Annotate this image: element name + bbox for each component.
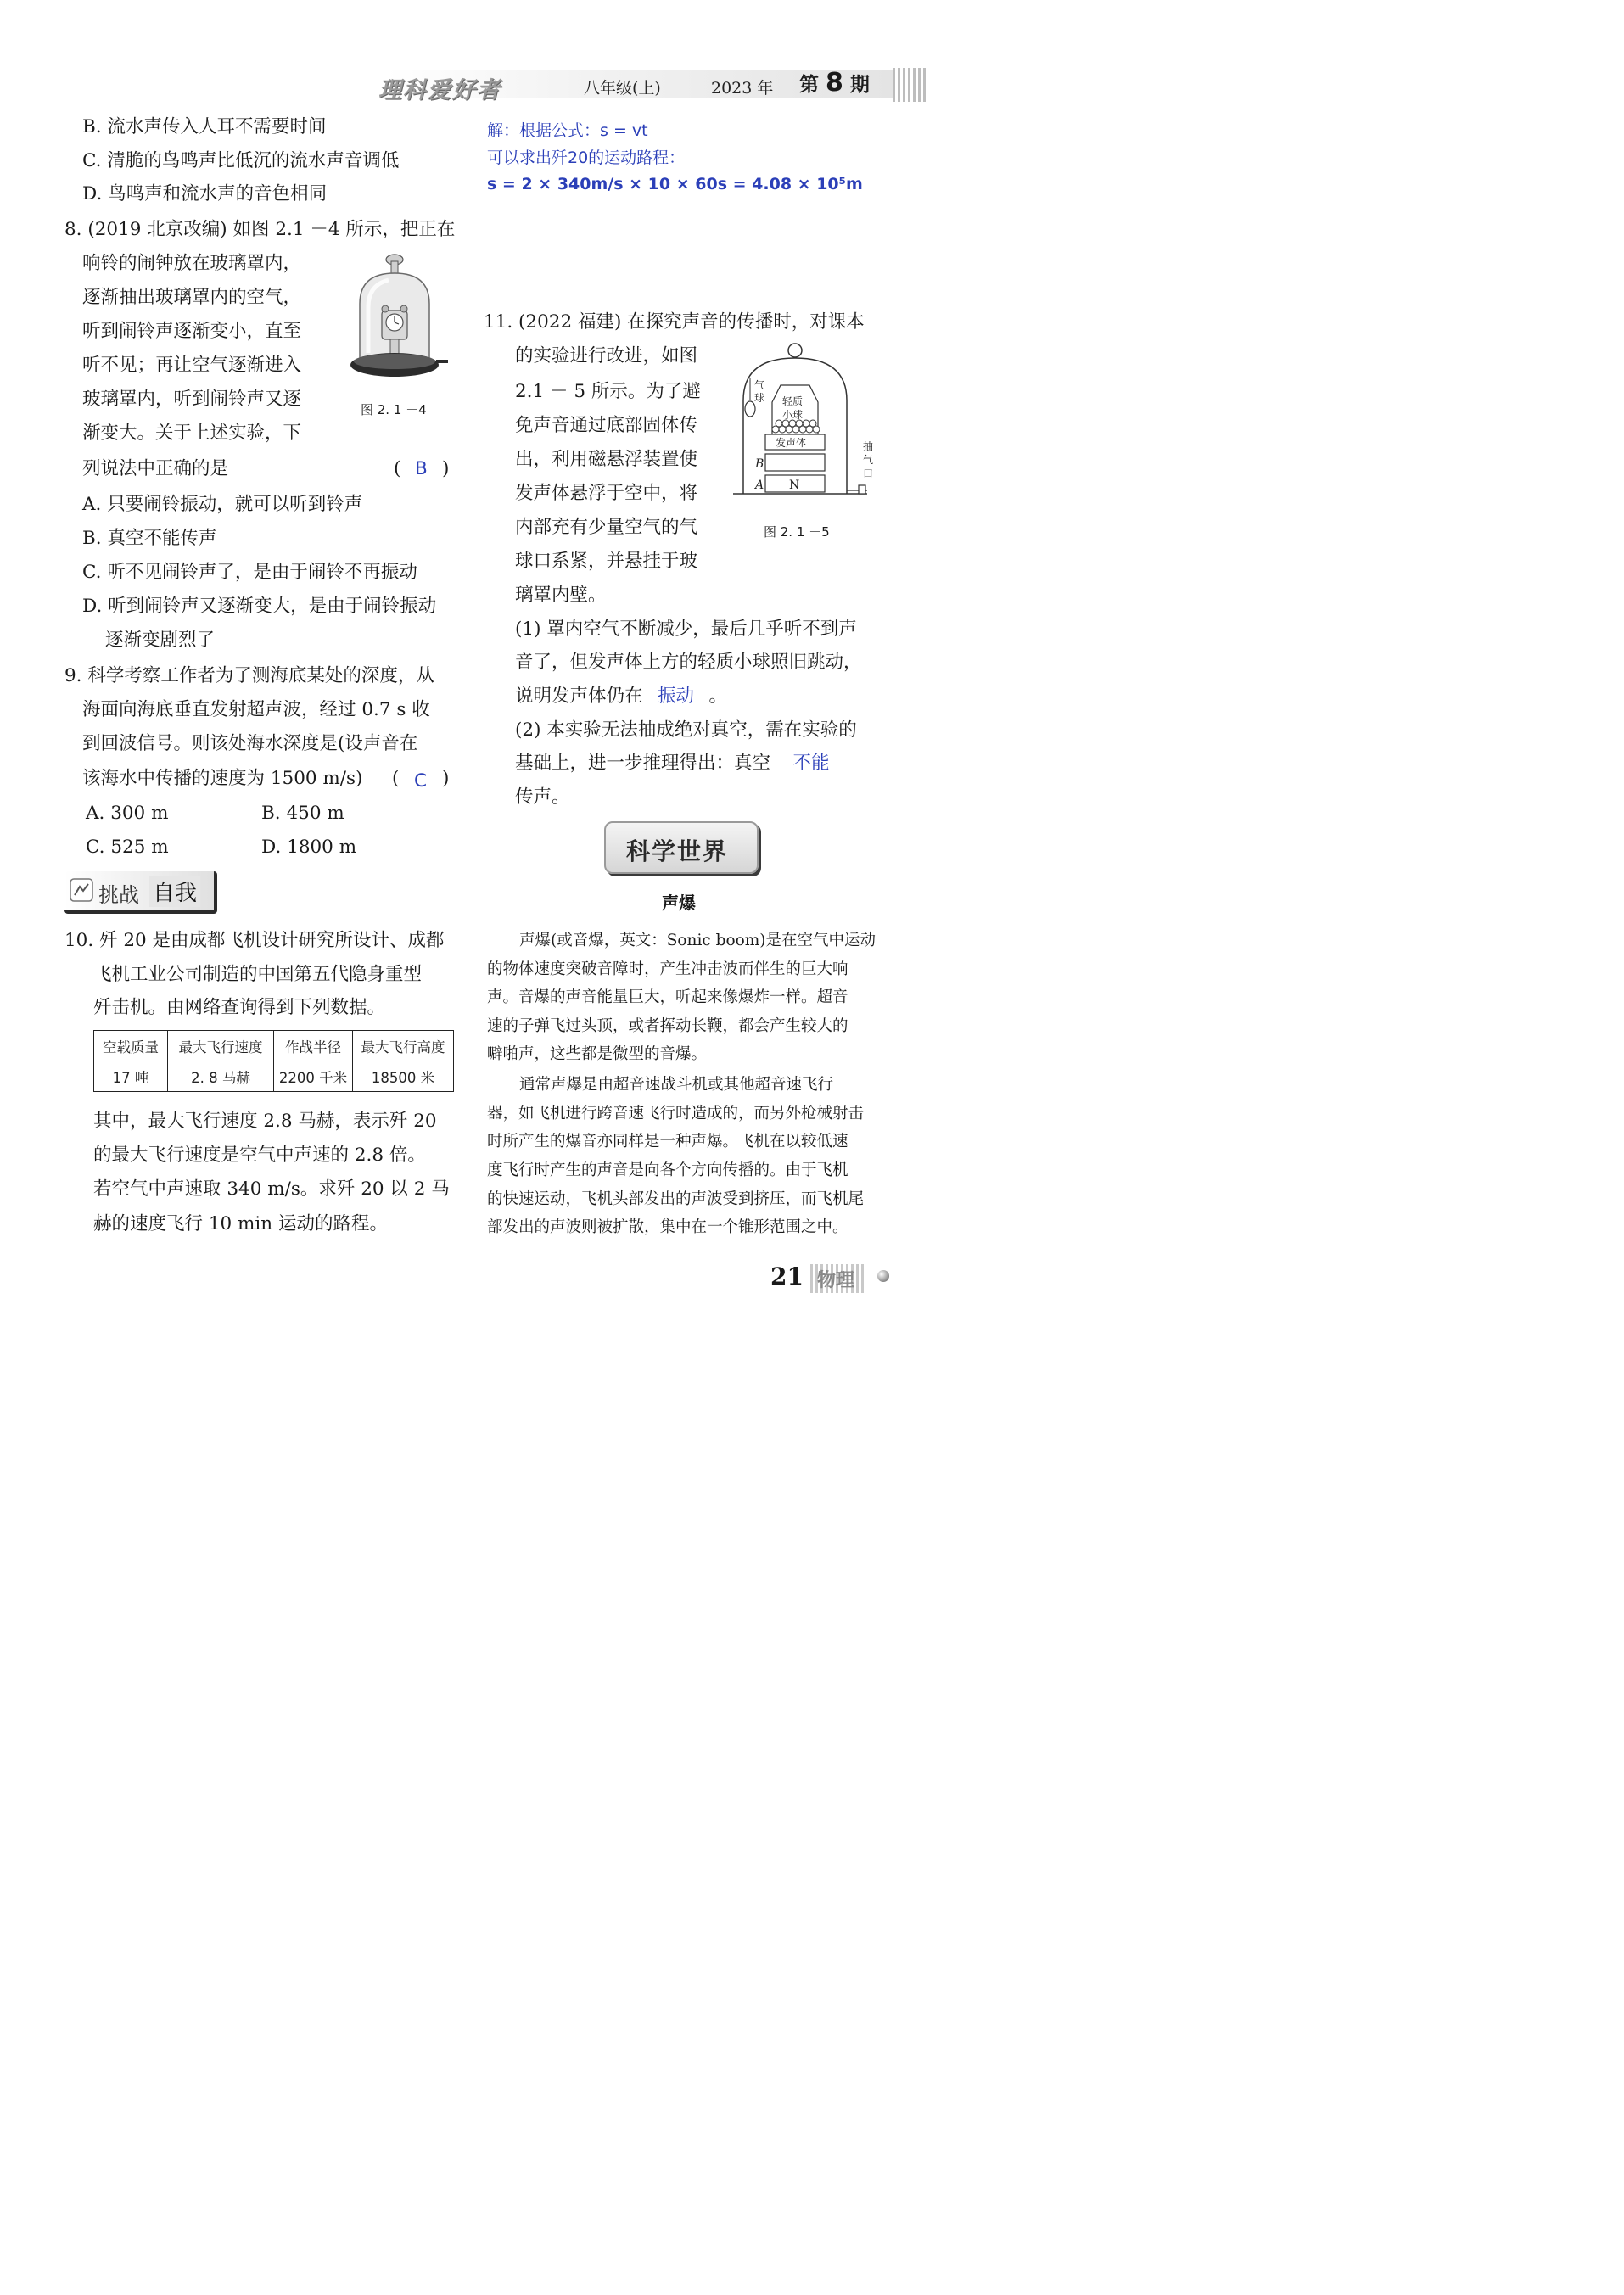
q11-line-7: 内部充有少量空气的气 xyxy=(515,517,698,538)
article-para2-line-3: 时所产生的爆音亦同样是一种声爆。飞机在以较低速 xyxy=(487,1133,848,1150)
q11-part1-line-1: (1) 罩内空气不断减少，最后几乎听不到声 xyxy=(515,619,857,640)
year-label: 2023 年 xyxy=(711,79,774,98)
q11-part1-answer: 振动 xyxy=(643,686,709,708)
q11-part2-line-3: 传声。 xyxy=(515,786,570,808)
q7-option-b: B. 流水声传入人耳不需要时间 xyxy=(82,116,327,137)
q8-paren-open: ( xyxy=(394,458,401,479)
q8-line-8: 列说法中正确的是 xyxy=(82,458,229,479)
q11-part1-post: 。 xyxy=(708,686,728,707)
q11-line-8: 球口系紧，并悬挂于玻 xyxy=(515,551,698,572)
q10-after-1: 其中，最大飞行速度 2.8 马赫，表示歼 20 xyxy=(93,1111,437,1132)
q9-option-d: D. 1800 m xyxy=(261,837,357,858)
article-para2-line-2: 器，如飞机进行跨音速飞行时造成的，而另外枪械射击 xyxy=(487,1105,865,1122)
q10-line-2: 飞机工业公司制造的中国第五代隐身重型 xyxy=(93,964,423,985)
challenge-icon xyxy=(70,878,93,902)
table-cell: 18500 米 xyxy=(353,1061,454,1092)
q8-line-6: 玻璃罩内，听到闹铃声又逐 xyxy=(82,389,302,410)
q8-line-4: 听到闹铃声逐渐变小，直至 xyxy=(82,321,302,342)
article-para2-line-5: 的快速运动，飞机头部发出的声波受到挤压，而飞机尾 xyxy=(487,1190,865,1208)
grade-label: 八年级(上) xyxy=(584,79,661,98)
table-row xyxy=(94,1061,454,1092)
subject-tag xyxy=(810,1264,866,1293)
q11-part1-line-3 xyxy=(515,686,727,708)
table-cell: 2. 8 马赫 xyxy=(168,1061,274,1092)
q9-line-2: 海面向海底垂直发射超声波，经过 0.7 s 收 xyxy=(82,699,430,720)
q10-line-1: 10. 歼 20 是由成都飞机设计研究所设计、成都 xyxy=(64,930,445,951)
q8-option-c: C. 听不见闹铃声了，是由于闹铃不再振动 xyxy=(82,562,417,583)
article-para1-line-2: 的物体速度突破音障时，产生冲击波而伴生的巨大响 xyxy=(487,960,848,978)
q10-after-4: 赫的速度飞行 10 min 运动的路程。 xyxy=(93,1213,388,1234)
q11-line-3: 2.1 － 5 所示。为了避 xyxy=(515,381,701,402)
science-world-title: 科学世界 xyxy=(626,837,729,865)
q7-option-c: C. 清脆的鸟鸣声比低沉的流水声音调低 xyxy=(82,150,400,171)
table-cell: 17 吨 xyxy=(94,1061,168,1092)
q11-part2-line-2 xyxy=(515,753,847,775)
q8-answer: B xyxy=(415,458,428,479)
q8-option-d-line-1: D. 听到闹铃声又逐渐变大，是由于闹铃振动 xyxy=(82,596,437,617)
science-world-badge xyxy=(604,821,759,874)
challenge-section-badge xyxy=(64,871,217,914)
q9-line-4: 该海水中传播的速度为 1500 m/s) xyxy=(82,768,363,789)
article-para1-line-5: 噼啪声，这些都是微型的音爆。 xyxy=(487,1045,708,1063)
q9-paren-close: ) xyxy=(442,768,450,789)
q9-line-3: 到回波信号。则该处海水深度是(设声音在 xyxy=(82,733,418,754)
bell-jar-clock-figure xyxy=(348,251,453,383)
q8-line-3: 逐渐抽出玻璃罩内的空气， xyxy=(82,287,302,308)
q11-line-6: 发声体悬浮于空中，将 xyxy=(515,483,698,504)
q8-option-b: B. 真空不能传声 xyxy=(82,528,217,549)
fig-label-balloon-2: 球 xyxy=(754,392,765,404)
challenge-text-2: 自我 xyxy=(149,876,200,907)
q8-option-d-line-2: 逐渐变剧烈了 xyxy=(105,630,216,651)
q11-line-5: 出，利用磁悬浮装置使 xyxy=(515,449,698,470)
table-cell: 2200 千米 xyxy=(274,1061,353,1092)
issue-prefix: 第 xyxy=(799,74,819,96)
table-header-cell: 作战半径 xyxy=(274,1031,353,1061)
q9-paren-open: ( xyxy=(392,768,400,789)
q8-line-7: 渐变大。关于上述实验，下 xyxy=(82,423,302,444)
fig-label-source: 发声体 xyxy=(776,437,807,449)
q8-line-5: 听不见；再让空气逐渐进入 xyxy=(82,355,302,376)
figure-2-1-5-caption: 图 2. 1 －5 xyxy=(764,524,830,540)
footer-dot-icon xyxy=(877,1270,889,1282)
fig-label-a: A xyxy=(755,479,764,492)
q10-line-3: 歼击机。由网络查询得到下列数据。 xyxy=(93,997,386,1018)
q11-part2-line-1: (2) 本实验无法抽成绝对真空，需在实验的 xyxy=(515,719,857,741)
q9-answer: C xyxy=(414,770,428,792)
brand-logo: 理科爱好者 xyxy=(378,77,501,104)
fig-label-balloon-1: 气 xyxy=(754,379,765,391)
q10-after-3: 若空气中声速取 340 m/s。求歼 20 以 2 马 xyxy=(93,1178,450,1200)
q8-line-1: 8. (2019 北京改编) 如图 2.1 －4 所示，把正在 xyxy=(64,219,456,240)
article-para1-line-1: 声爆(或音爆，英文：Sonic boom)是在空气中运动 xyxy=(519,932,876,949)
q11-line-1: 11. (2022 福建) 在探究声音的传播时，对课本 xyxy=(484,311,865,333)
q10-after-2: 的最大飞行速度是空气中声速的 2.8 倍。 xyxy=(93,1145,426,1166)
fig-label-outlet-3: 口 xyxy=(863,467,874,479)
article-para2-line-6: 部发出的声波则被扩散，集中在一个锥形范围之中。 xyxy=(487,1218,848,1236)
subject-label: 物理 xyxy=(817,1270,855,1291)
q8-line-2: 响铃的闹钟放在玻璃罩内， xyxy=(82,253,302,274)
q11-part1-line-2: 音了，但发声体上方的轻质小球照旧跳动， xyxy=(515,652,862,673)
article-para2-line-4: 度飞行时产生的声音是向各个方向传播的。由于飞机 xyxy=(487,1161,848,1179)
q11-line-4: 免声音通过底部固体传 xyxy=(515,415,698,436)
article-para2-line-1: 通常声爆是由超音速战斗机或其他超音速飞行 xyxy=(519,1076,834,1094)
q8-paren-close: ) xyxy=(442,458,450,479)
issue-number: 8 xyxy=(826,68,843,98)
issue-label xyxy=(799,68,870,98)
fig-label-n: N xyxy=(789,479,800,492)
figure-2-1-4-caption: 图 2. 1 －4 xyxy=(361,402,427,417)
q11-part2-answer: 不能 xyxy=(776,753,847,775)
q11-line-2: 的实验进行改进，如图 xyxy=(515,345,698,367)
fig-label-balls-2: 小球 xyxy=(782,409,804,421)
page-number: 21 xyxy=(770,1262,804,1290)
q11-part2-pre: 基础上，进一步推理得出：真空 xyxy=(515,753,771,774)
maglev-bell-jar-figure xyxy=(731,341,884,511)
fig-label-b: B xyxy=(755,457,764,471)
article-para1-line-3: 声。音爆的声音能量巨大，听起来像爆炸一样。超音 xyxy=(487,988,848,1006)
solution-line-1: 解：根据公式：s = vt xyxy=(487,121,648,140)
q9-line-1: 9. 科学考察工作者为了测海底某处的深度，从 xyxy=(64,665,434,686)
q11-line-9: 璃罩内壁。 xyxy=(515,585,607,606)
fig-label-outlet-1: 抽 xyxy=(863,440,874,452)
issue-suffix: 期 xyxy=(849,74,870,96)
header-stripes xyxy=(893,68,927,102)
q8-option-a: A. 只要闹铃振动，就可以听到铃声 xyxy=(82,494,363,515)
q7-option-d: D. 鸟鸣声和流水声的音色相同 xyxy=(82,183,328,204)
article-title: 声爆 xyxy=(662,893,696,913)
challenge-text-1: 挑战 xyxy=(98,883,139,907)
table-header-cell: 最大飞行速度 xyxy=(168,1031,274,1061)
table-header-row xyxy=(94,1031,454,1061)
table-header-cell: 最大飞行高度 xyxy=(353,1031,454,1061)
j20-data-table xyxy=(93,1030,454,1092)
solution-line-2: 可以求出歼20的运动路程： xyxy=(487,148,686,167)
solution-line-3: s = 2 × 340m/s × 10 × 60s = 4.08 × 10⁵m xyxy=(487,175,863,193)
fig-label-outlet-2: 气 xyxy=(863,454,874,466)
q9-option-c: C. 525 m xyxy=(86,837,169,858)
q9-option-b: B. 450 m xyxy=(261,803,344,824)
table-header-cell: 空载质量 xyxy=(94,1031,168,1061)
q11-part1-pre: 说明发声体仍在 xyxy=(515,686,643,707)
article-para1-line-4: 速的子弹飞过头顶，或者挥动长鞭，都会产生较大的 xyxy=(487,1017,848,1035)
fig-label-balls-1: 轻质 xyxy=(782,395,804,407)
q9-option-a: A. 300 m xyxy=(86,803,169,824)
